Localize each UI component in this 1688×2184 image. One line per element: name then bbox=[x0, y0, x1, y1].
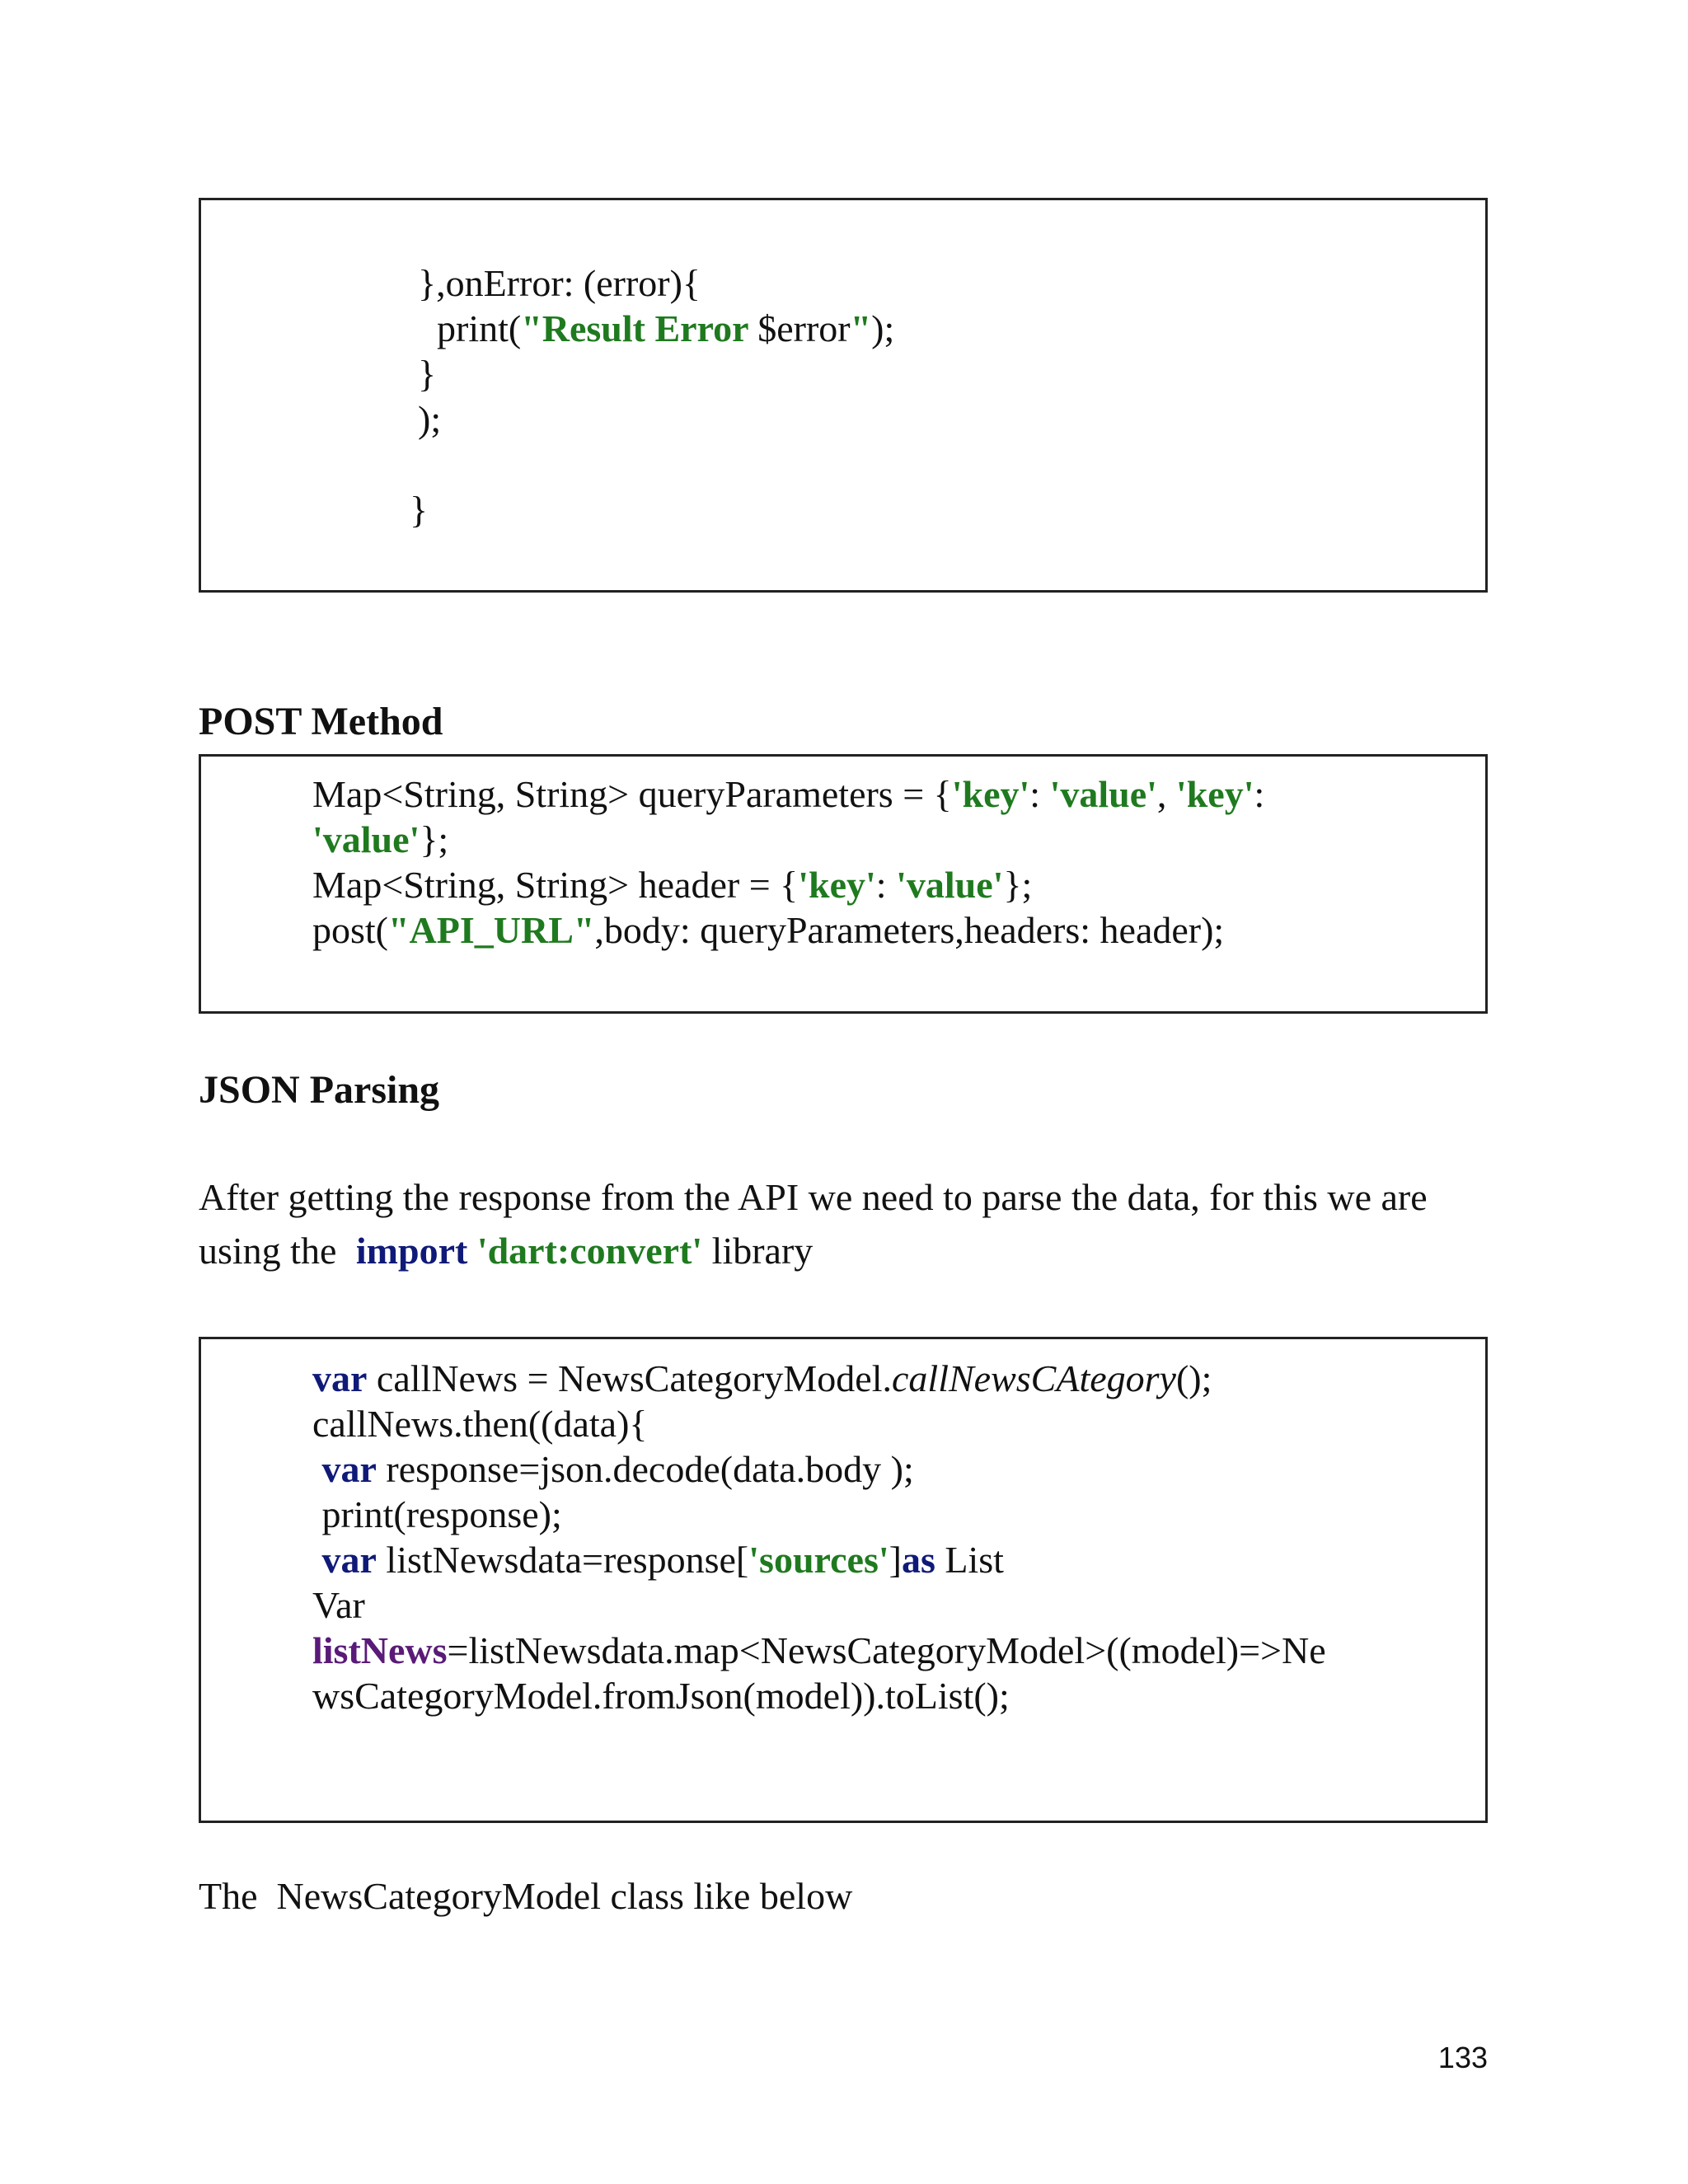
code-closing-brace: } bbox=[410, 489, 429, 531]
code-line: ); bbox=[418, 398, 442, 440]
code-text: print( bbox=[437, 307, 522, 349]
footer-paragraph: The NewsCategoryModel class like below bbox=[199, 1875, 853, 1917]
json-parsing-heading: JSON Parsing bbox=[199, 1068, 440, 1112]
json-parsing-paragraph: After getting the response from the API we need to parse the data, for this we are using the import 'dart:convert' library bbox=[199, 1176, 1428, 1272]
code-lines: var callNews = NewsCategoryModel.callNewsCAtegory(); callNews.then((data){ var response=json.decode(data.body ); print(response); var listNewsdata=response['sources']as List Var listNews=listNewsdata.map<NewsCategoryModel>((model)=>Ne wsCategoryModel.fromJson(model)).toList(); bbox=[312, 1357, 1326, 1717]
post-method-heading: POST Method bbox=[199, 700, 443, 743]
code-line: } bbox=[418, 353, 437, 395]
code-block-error-handler bbox=[199, 198, 1488, 593]
page-number: 133 bbox=[1437, 2041, 1488, 2074]
code-string: " bbox=[850, 307, 872, 349]
code-lines bbox=[418, 260, 894, 442]
code-string: "Result Error bbox=[521, 307, 758, 349]
code-text: $error bbox=[757, 307, 851, 349]
code-block-json-parsing bbox=[199, 1337, 1488, 1823]
code-lines: Map<String, String> queryParameters = {'key': 'value', 'key': 'value'}; Map<String, String> header = {'key': 'value'}; post("API_URL",body: queryParameters,headers: header); bbox=[312, 773, 1274, 951]
code-block-post bbox=[199, 754, 1488, 1014]
code-line: },onError: (error){ bbox=[418, 262, 701, 304]
code-text: ); bbox=[871, 307, 895, 349]
